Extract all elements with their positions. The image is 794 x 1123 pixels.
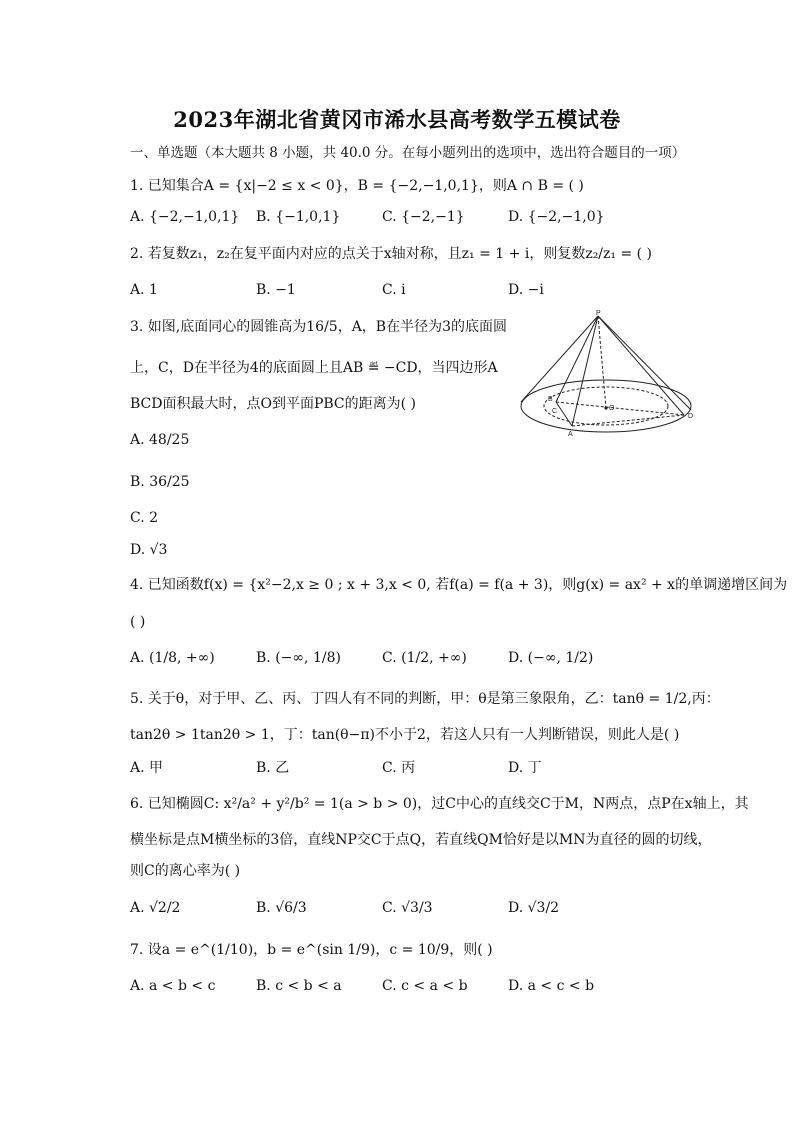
- cone-figure: [516, 310, 698, 442]
- label-p: P: [596, 310, 601, 317]
- question-2-option-d: D. −i: [508, 282, 544, 298]
- question-4-option-b: B. (−∞, 1/8): [256, 650, 341, 666]
- question-5-option-c: C. 丙: [382, 760, 416, 776]
- question-1-stem: 1. 已知集合A = {x|−2 ≤ x < 0}，B = {−2,−1,0,1}，则A ∩ B = ( ): [130, 178, 584, 194]
- question-5-option-b: B. 乙: [256, 760, 290, 776]
- label-d: D: [688, 413, 694, 420]
- question-2-option-b: B. −1: [256, 282, 296, 298]
- label-c: C: [552, 408, 558, 415]
- question-3-line-3: BCD面积最大时，点O到平面PBC的距离为( ): [130, 396, 417, 412]
- question-4-option-c: C. (1/2, +∞): [382, 650, 467, 666]
- question-3-option-b: B. 36/25: [130, 474, 190, 490]
- question-6-line-3: 则C的离心率为( ): [130, 863, 241, 879]
- edge-pd: [598, 316, 684, 415]
- section-header: 一、单选题（本大题共 8 小题，共 40.0 分。在每小题列出的选项中，选出符合题目的一项）: [130, 145, 686, 161]
- question-2-option-c: C. i: [382, 282, 406, 298]
- question-5-line-1: 5. 关于θ，对于甲、乙、丙、丁四人有不同的判断，甲：θ是第三象限角，乙：tanθ = 1/2,丙：: [130, 691, 720, 707]
- question-1-option-a: A. {−2,−1,0,1}: [130, 209, 240, 225]
- question-1-option-d: D. {−2,−1,0}: [508, 209, 605, 225]
- question-7-option-d: D. a < c < b: [508, 978, 595, 994]
- question-5-line-2: tan2θ > 1tan2θ > 1，丁：tan(θ−π)不小于2，若这人只有一人判断错误，则此人是( ): [130, 727, 680, 743]
- question-6-option-c: C. √3/3: [382, 900, 433, 916]
- question-7-option-b: B. c < b < a: [256, 978, 342, 994]
- label-b: B: [548, 396, 553, 403]
- question-1-option-b: B. {−1,0,1}: [256, 209, 341, 225]
- question-4-line-2: ( ): [130, 614, 146, 630]
- question-3-option-c: C. 2: [130, 510, 159, 526]
- label-a: A: [568, 431, 573, 438]
- question-6-option-a: A. √2/2: [130, 900, 181, 916]
- question-5-option-d: D. 丁: [508, 760, 542, 776]
- question-7-option-c: C. c < a < b: [382, 978, 468, 994]
- question-7-option-a: A. a < b < c: [130, 978, 216, 994]
- question-3-line-1: 3. 如图,底面同心的圆锥高为16/5，A，B在半径为3的底面圆: [130, 319, 508, 335]
- question-4-line-1: 4. 已知函数f(x) = {x²−2,x ≥ 0 ; x + 3,x < 0, 若f(a) = f(a + 3)，则g(x) = ax² + x的单调递增区间为: [130, 577, 788, 593]
- question-5-option-a: A. 甲: [130, 760, 164, 776]
- question-2-stem: 2. 若复数z₁，z₂在复平面内对应的点关于x轴对称，且z₁ = 1 + i，则复数z₂/z₁ = ( ): [130, 246, 653, 262]
- question-3-option-d: D. √3: [130, 542, 168, 558]
- question-6-line-2: 横坐标是点M横坐标的3倍，直线NP交C于点Q，若直线QM恰好是以MN为直径的圆的切线，: [130, 832, 712, 848]
- question-3-option-a: A. 48/25: [130, 432, 190, 448]
- question-4-option-d: D. (−∞, 1/2): [508, 650, 594, 666]
- question-1-option-c: C. {−2,−1}: [382, 209, 465, 225]
- question-7-stem: 7. 设a = e^(1/10)，b = e^(sin 1/9)，c = 10/9，则( ): [130, 942, 493, 958]
- question-6-option-d: D. √3/2: [508, 900, 560, 916]
- cone-height: [598, 316, 606, 408]
- question-2-option-a: A. 1: [130, 282, 158, 298]
- center-point-o: [604, 406, 607, 409]
- edge-ab: [556, 402, 572, 426]
- label-o: O: [609, 405, 615, 412]
- exam-title: 2023年湖北省黄冈市浠水县高考数学五模试卷: [173, 107, 621, 132]
- question-4-option-a: A. (1/8, +∞): [130, 650, 215, 666]
- question-3-line-2: 上，C，D在半径为4的底面圆上且AB ≝ −CD，当四边形A: [130, 360, 498, 376]
- cone-edge-left: [521, 316, 598, 402]
- question-6-option-b: B. √6/3: [256, 900, 307, 916]
- cone-edge-right: [598, 316, 691, 410]
- edge-pa: [572, 316, 598, 426]
- question-6-line-1: 6. 已知椭圆C: x²/a² + y²/b² = 1(a > b > 0)，过C中心的直线交C于M，N两点，点P在x轴上，其: [130, 796, 749, 812]
